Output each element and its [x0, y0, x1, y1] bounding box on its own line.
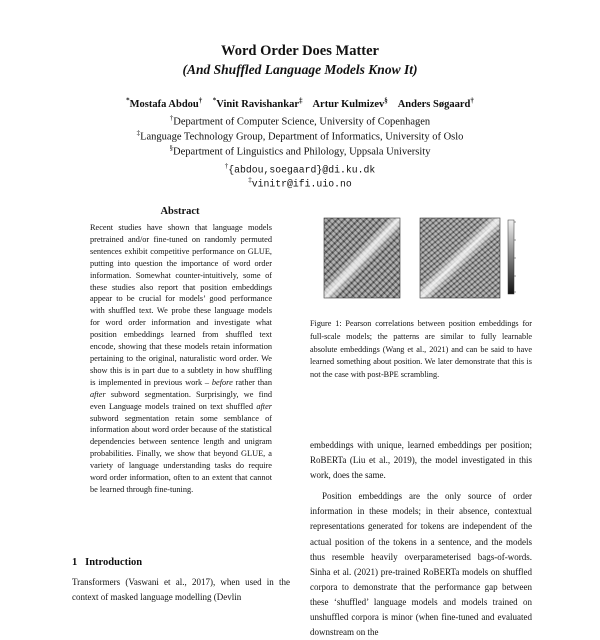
heatmap-right [420, 218, 500, 298]
intro-body: Transformers (Vaswani et al., 2017), when used in the context of masked language modelling (Devlin [72, 577, 290, 602]
right-paragraph-2: Position embeddings are the only source of order information in these models; in their absence, contextual representations generated for tokens are independent of the actual position of the tokens in a sentence, and the models thus resemble heavily overparameterised bags-of-words. Sinha et al. (2021) pre-trained RoBERTa models on shuffled corpora to demonstrate that the performance gap between these ‘shuffled’ language models and models trained on unshuffled corpora is minor (when fine-tuned and evaluated downstream on the [310, 491, 532, 638]
email-2: ‡vinitr@ifi.uio.no [248, 176, 352, 190]
author-3: Artur Kulmizev§ [312, 96, 388, 110]
author-2: *Vinit Ravishankar‡ [212, 96, 303, 110]
email-1: †{abdou,soegaard}@di.ku.dk [224, 162, 376, 176]
figure-caption: Figure 1: Pearson correlations between position embeddings for full-scale models; the patterns are similar to fully learnable absolute embeddings (Wang et al., 2021) and can be said to have learned something about position. We later demonstrate that this is not the case with post-BPE scrambling. [310, 319, 532, 380]
author-list [0, 96, 600, 110]
right-paragraph-1: embeddings with unique, learned embeddings per position; RoBERTa (Liu et al., 2019), the model investigated in this work, does the same. [310, 440, 532, 481]
affiliation-1: †Department of Computer Science, University of Copenhagen [169, 114, 431, 128]
heatmap-left [324, 218, 400, 298]
affiliation-3: §Department of Linguistics and Philology, Uppsala University [169, 144, 431, 158]
figure-1 [308, 212, 536, 310]
intro-heading: 1 Introduction [72, 557, 143, 568]
abstract-heading: Abstract [160, 206, 200, 217]
abstract-body: Recent studies have shown that language models pretrained and/or fine-tuned on randomly permuted sentences exhibit competitive performance on GLUE, putting into question the importance of word order information. Somewhat counter-intuitively, some of these studies also report that position embeddings appear to be crucial for models’ good performance with shuffled text. We probe these language models for word order information and investigate what position embeddings learned from shuffled text encode, showing that these models retain information pertaining to the original, naturalistic word order. We show this is in part due to a subtlety in how shuffling is implemented in previous work – before rather than after subword segmentation. Surprisingly, we find even Language models trained on text shuffled after subword segmentation retain some semblance of information about word order because of the statistical dependencies between sentence length and unigram probabilities. Finally, we show that beyond GLUE, a variety of language understanding tasks do require word order information, often to an extent that cannot be learned through fine-tuning. [90, 223, 272, 494]
affiliation-2: ‡Language Technology Group, Department of Informatics, University of Oslo [136, 129, 464, 143]
author-4: Anders Søgaard† [397, 96, 474, 110]
author-1: *Mostafa Abdou† [126, 96, 203, 110]
colorbar [508, 220, 516, 294]
paper-title: Word Order Does Matter [221, 43, 379, 59]
paper-subtitle: (And Shuffled Language Models Know It) [182, 62, 418, 77]
right-column-text [310, 438, 532, 640]
